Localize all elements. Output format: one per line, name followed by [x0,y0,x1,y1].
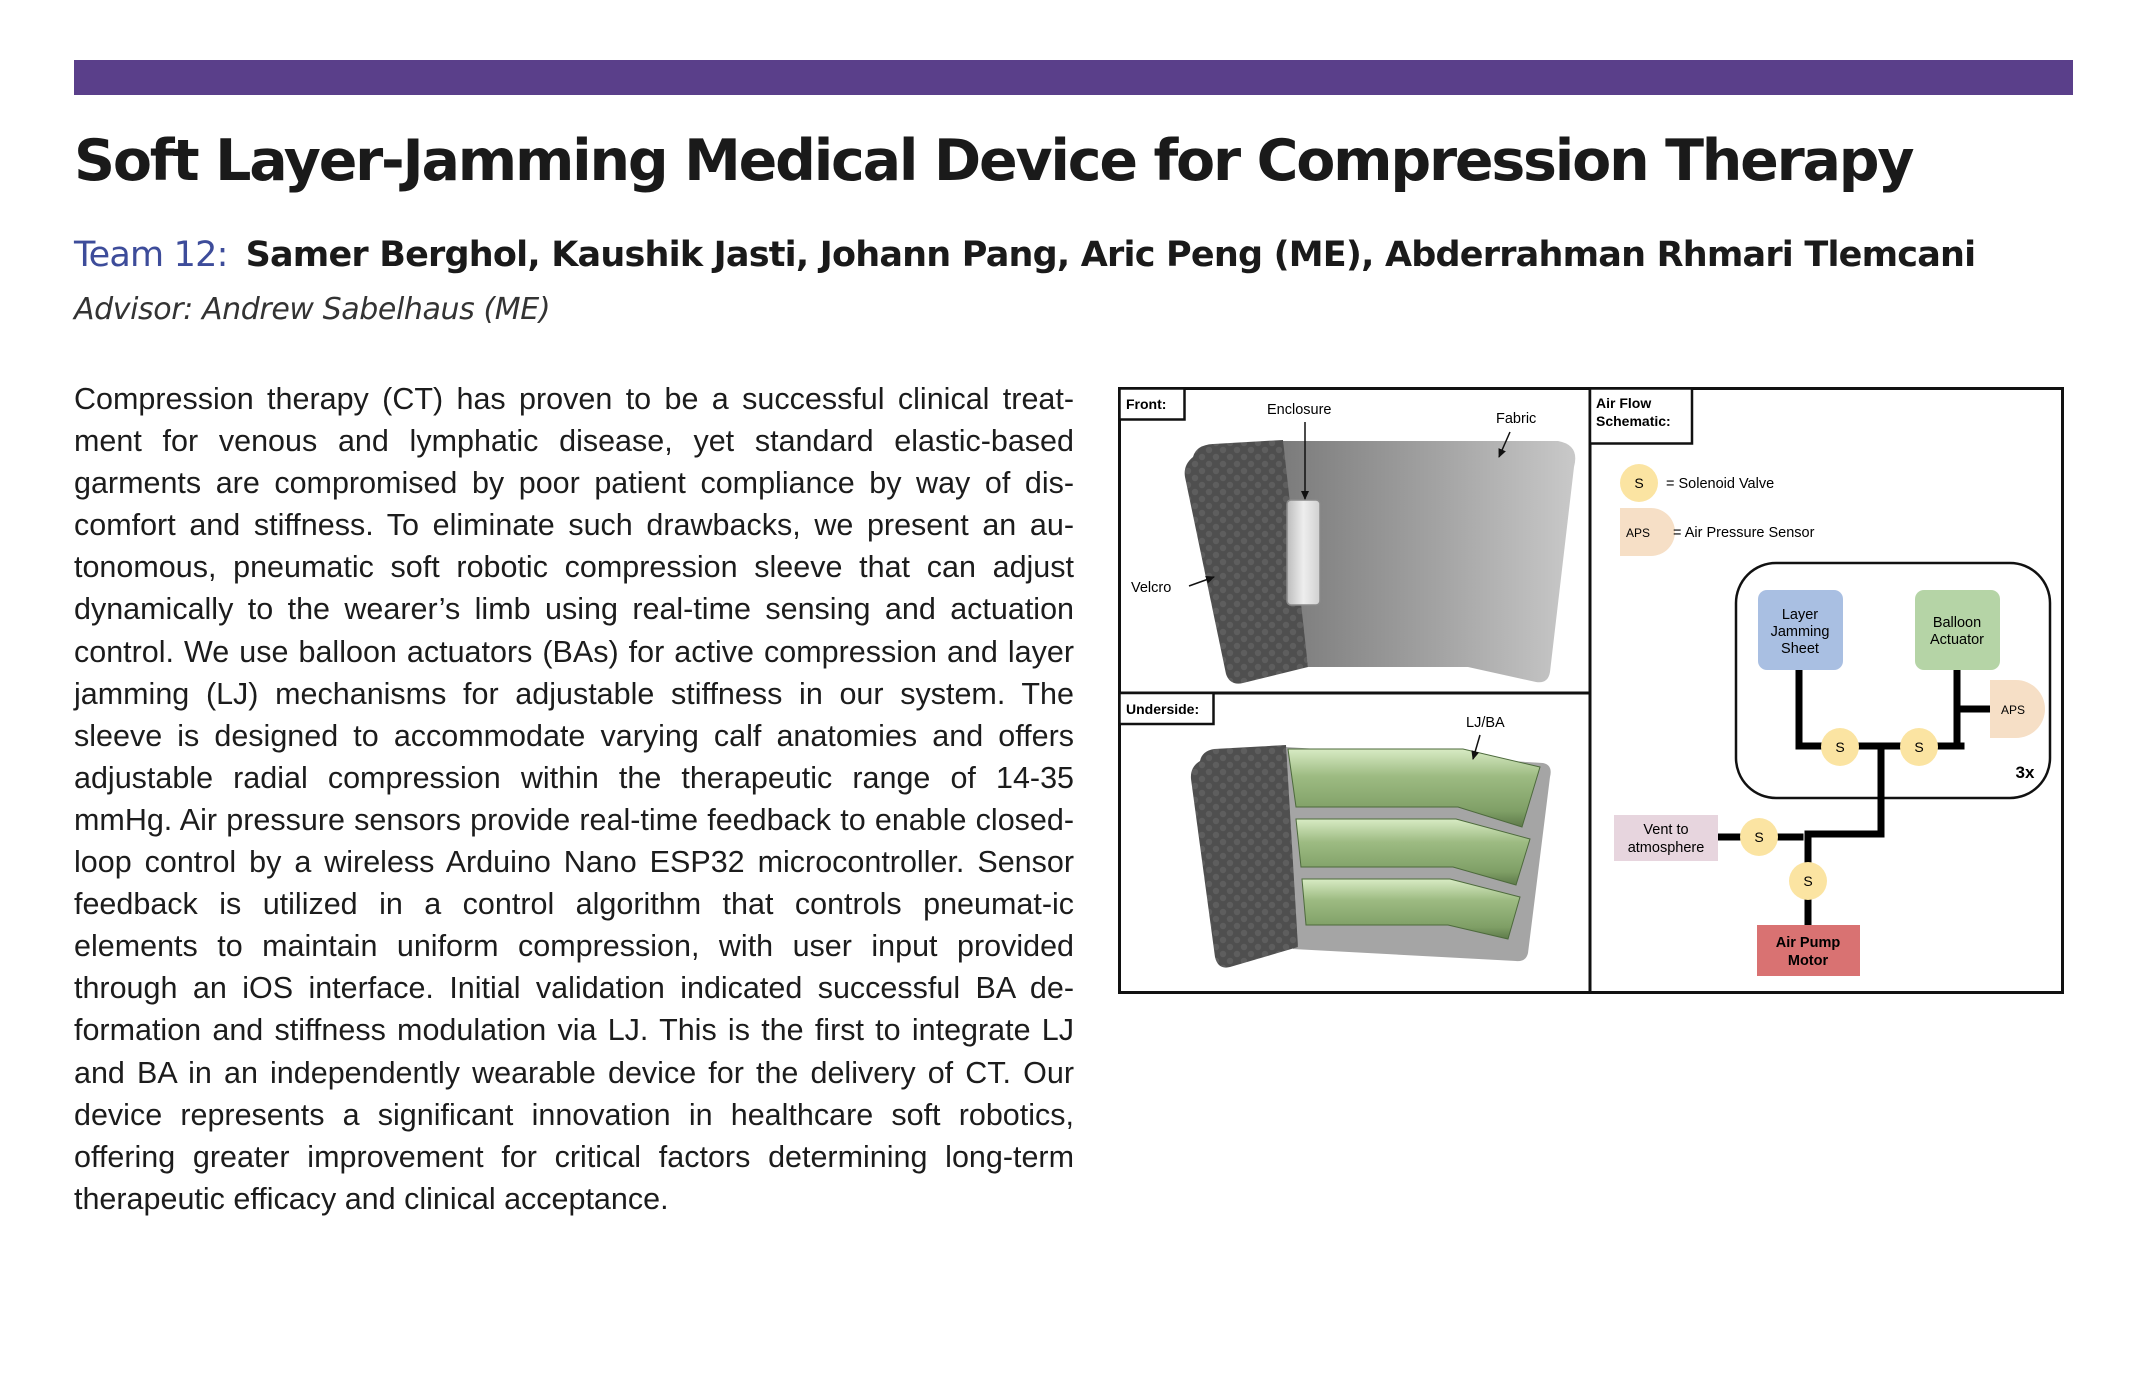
valve-ba-label: S [1914,739,1924,755]
fabric-shape [1278,441,1575,682]
lj-line2: Jamming [1770,624,1830,640]
aps-sensor-label: APS [2000,703,2026,717]
legend-valve-symbol: S [1634,475,1644,491]
repeat-multiplier: 3x [2015,763,2035,782]
ba-line1: Balloon [1932,615,1982,631]
lj-line1: Layer [1781,607,1819,623]
vent-line1: Vent to [1643,822,1689,838]
abstract-text: Compression therapy (CT) has proven to be a successful clinical treat-ment for venous and lymphatic disease, yet standard elastic-based garments are compromised by poor patient compliance by way of dis-comfort and stiffness. To eliminate such drawbacks, we present an au-tonomous, pneumatic soft robotic compression sleeve that can adjust dynamically to the wearer’s limb using real-time sensing and actuation control. We use balloon actuators (BAs) for active compression and layer jamming (LJ) mechanisms for adjustable stiffness in our system. The sleeve is designed to accommodate varying calf anatomies and offers adjustable radial compression within the therapeutic range of 14-35 mmHg. Air pressure sensors provide real-time feedback to enable closed-loop control by a wireless Arduino Nano ESP32 microcontroller. Sensor feedback is utilized in a control algorithm that controls pneumat-ic elements to maintain uniform compression, with user input provided through an iOS interface. Initial validation indicated successful BA de-formation and stiffness modulation via LJ. This is the first to integrate LJ and BA in an independently wearable device for the delivery of CT. Our device represents a significant innovation in healthcare soft robotics, offering greater improvement for critical factors determining long-term therapeutic efficacy and clinical acceptance. [74,382,1074,1216]
enclosure-label: Enclosure [1267,402,1332,418]
author-names: Samer Berghol, Kaushik Jasti, Johann Pang, Aric Peng (ME), Abderrahman Rhmari Tlemcani [245,235,1976,275]
schematic-label-line1: Air Flow [1596,395,1652,411]
enclosure-box [1287,500,1320,605]
underside-label: Underside: [1126,701,1200,717]
lj-line3: Sheet [1781,641,1819,657]
pump-line1: Air Pump [1775,935,1841,951]
vent-line2: atmosphere [1627,840,1705,856]
team-label: Team 12: [74,235,228,275]
author-line [74,235,1975,275]
advisor-line: Advisor: Andrew Sabelhaus (ME) [74,292,551,327]
legend-valve-text: = Solenoid Valve [1666,476,1775,492]
ba-line2: Actuator [1930,632,1984,648]
legend-aps-text: = Air Pressure Sensor [1673,525,1815,541]
legend-aps-symbol: APS [1625,526,1651,540]
pump-line2: Motor [1787,953,1829,969]
valve-vent-label: S [1754,829,1764,845]
front-label: Front: [1126,396,1167,412]
velcro-label: Velcro [1131,580,1172,596]
schematic-label-line2: Schematic: [1596,413,1671,429]
page-title: Soft Layer-Jamming Medical Device for Compression Therapy [74,128,1913,194]
ljba-label: LJ/BA [1466,715,1505,731]
device-figure [1118,387,2064,995]
fabric-label: Fabric [1496,411,1537,427]
valve-lj-label: S [1835,739,1845,755]
header-accent-bar [74,60,2073,95]
valve-pump-label: S [1803,873,1813,889]
